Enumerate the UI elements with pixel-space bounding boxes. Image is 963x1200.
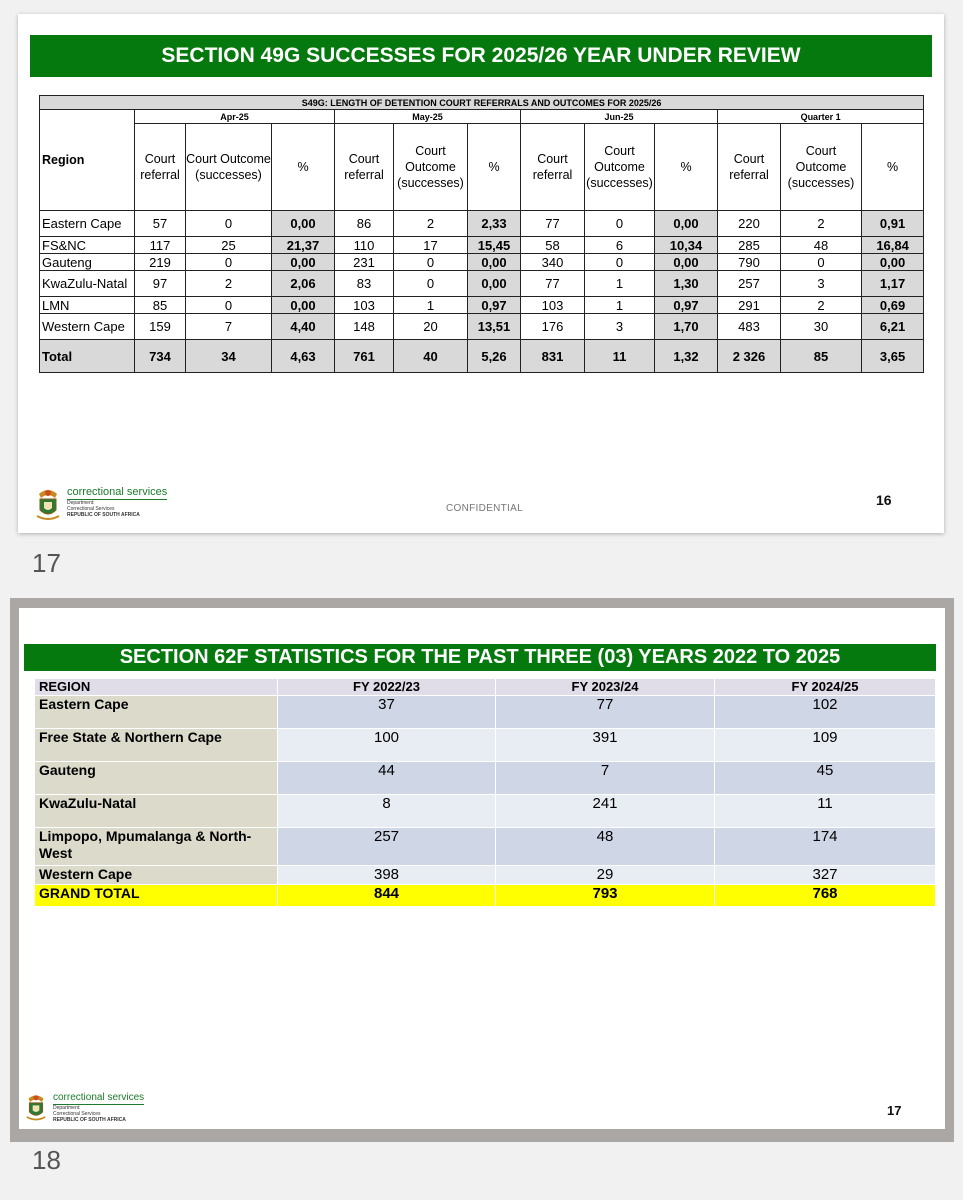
s49g-table <box>39 95 924 373</box>
value-cell: 2 <box>781 297 862 314</box>
value-cell: 48 <box>496 828 715 866</box>
logo-line3: REPUBLIC OF SOUTH AFRICA <box>53 1117 126 1123</box>
value-cell: 37 <box>278 696 496 729</box>
value-cell: 77 <box>521 211 585 237</box>
logo-line1: Department: <box>67 500 95 506</box>
pct-cell: 6,21 <box>862 314 924 340</box>
pct-cell: 0,00 <box>272 254 335 271</box>
table-row <box>35 795 936 828</box>
table-header-row <box>35 679 936 696</box>
header-fy: FY 2024/25 <box>715 679 936 696</box>
total-cell: 3,65 <box>862 340 924 373</box>
value-cell: 44 <box>278 762 496 795</box>
region-cell: Free State & Northern Cape <box>35 729 278 762</box>
table-row <box>35 762 936 795</box>
department-logo <box>35 486 167 522</box>
region-cell: Western Cape <box>40 314 135 340</box>
period-jun: Jun-25 <box>521 110 718 124</box>
pct-cell: 0,00 <box>272 297 335 314</box>
region-cell: Gauteng <box>35 762 278 795</box>
value-cell: 174 <box>715 828 936 866</box>
grand-total-cell: 768 <box>715 885 936 907</box>
region-cell: Eastern Cape <box>40 211 135 237</box>
total-cell: 85 <box>781 340 862 373</box>
pct-cell: 0,00 <box>272 211 335 237</box>
region-cell: KwaZulu-Natal <box>35 795 278 828</box>
table-row <box>35 729 936 762</box>
logo-line1: Department: <box>53 1105 81 1111</box>
region-cell: Western Cape <box>35 866 278 885</box>
value-cell: 291 <box>718 297 781 314</box>
slide-index-number: 18 <box>32 1145 61 1175</box>
value-cell: 391 <box>496 729 715 762</box>
value-cell: 0 <box>186 211 272 237</box>
logo-brand: correctional services <box>53 1092 145 1103</box>
pct-cell: 2,33 <box>468 211 521 237</box>
value-cell: 2 <box>394 211 468 237</box>
value-cell: 219 <box>135 254 186 271</box>
pct-cell: 0,00 <box>468 254 521 271</box>
col-court-outcome: Court Outcome (successes) <box>186 124 272 211</box>
value-cell: 30 <box>781 314 862 340</box>
pct-cell: 0,00 <box>862 254 924 271</box>
pct-cell: 16,84 <box>862 237 924 254</box>
value-cell: 7 <box>496 762 715 795</box>
pct-cell: 4,40 <box>272 314 335 340</box>
value-cell: 0 <box>186 254 272 271</box>
col-pct: % <box>655 124 718 211</box>
total-row <box>40 340 924 373</box>
value-cell: 117 <box>135 237 186 254</box>
value-cell: 257 <box>718 271 781 297</box>
total-cell: 34 <box>186 340 272 373</box>
value-cell: 7 <box>186 314 272 340</box>
value-cell: 109 <box>715 729 936 762</box>
pct-cell: 0,97 <box>468 297 521 314</box>
slide1-page-number: 16 <box>876 492 892 508</box>
value-cell: 11 <box>715 795 936 828</box>
value-cell: 25 <box>186 237 272 254</box>
region-header: Region <box>40 110 135 211</box>
header-fy: FY 2023/24 <box>496 679 715 696</box>
col-court-outcome: Court Outcome (successes) <box>394 124 468 211</box>
value-cell: 58 <box>521 237 585 254</box>
col-pct: % <box>862 124 924 211</box>
col-court-outcome: Court Outcome (successes) <box>781 124 862 211</box>
value-cell: 790 <box>718 254 781 271</box>
col-court-outcome: Court Outcome (successes) <box>585 124 655 211</box>
total-cell: 1,32 <box>655 340 718 373</box>
slide-section-62f <box>19 608 945 1129</box>
period-may: May-25 <box>335 110 521 124</box>
total-label: Total <box>40 340 135 373</box>
header-region: REGION <box>35 679 278 696</box>
value-cell: 327 <box>715 866 936 885</box>
slide-section-62f-frame <box>10 598 954 1142</box>
total-cell: 831 <box>521 340 585 373</box>
pct-cell: 1,70 <box>655 314 718 340</box>
total-cell: 11 <box>585 340 655 373</box>
pct-cell: 1,17 <box>862 271 924 297</box>
region-cell: FS&NC <box>40 237 135 254</box>
logo-brand: correctional services <box>67 486 168 498</box>
period-quarter: Quarter 1 <box>718 110 924 124</box>
value-cell: 148 <box>335 314 394 340</box>
value-cell: 97 <box>135 271 186 297</box>
pct-cell: 0,97 <box>655 297 718 314</box>
value-cell: 0 <box>394 271 468 297</box>
logo-line2: Correctional Services <box>53 1111 101 1117</box>
grand-total-cell: 844 <box>278 885 496 907</box>
pct-cell: 1,30 <box>655 271 718 297</box>
col-court-referral: Court referral <box>521 124 585 211</box>
value-cell: 85 <box>135 297 186 314</box>
col-court-referral: Court referral <box>718 124 781 211</box>
value-cell: 3 <box>585 314 655 340</box>
slide1-banner: SECTION 49G SUCCESSES FOR 2025/26 YEAR UNDER REVIEW <box>30 35 932 77</box>
region-cell: Eastern Cape <box>35 696 278 729</box>
value-cell: 0 <box>394 254 468 271</box>
period-apr: Apr-25 <box>135 110 335 124</box>
table-row <box>35 866 936 885</box>
table-row <box>40 297 924 314</box>
total-cell: 40 <box>394 340 468 373</box>
table-row <box>40 314 924 340</box>
value-cell: 48 <box>781 237 862 254</box>
total-cell: 5,26 <box>468 340 521 373</box>
pct-cell: 0,00 <box>655 254 718 271</box>
total-cell: 761 <box>335 340 394 373</box>
pct-cell: 0,69 <box>862 297 924 314</box>
table-row <box>40 271 924 297</box>
region-cell: Gauteng <box>40 254 135 271</box>
pct-cell: 10,34 <box>655 237 718 254</box>
value-cell: 0 <box>186 297 272 314</box>
col-pct: % <box>272 124 335 211</box>
value-cell: 17 <box>394 237 468 254</box>
value-cell: 2 <box>781 211 862 237</box>
table-row <box>35 828 936 866</box>
table-title: S49G: LENGTH OF DETENTION COURT REFERRALS AND OUTCOMES FOR 2025/26 <box>40 96 924 110</box>
pct-cell: 0,00 <box>468 271 521 297</box>
logo-line3: REPUBLIC OF SOUTH AFRICA <box>67 512 140 518</box>
pct-cell: 0,91 <box>862 211 924 237</box>
value-cell: 0 <box>781 254 862 271</box>
value-cell: 159 <box>135 314 186 340</box>
region-cell: LMN <box>40 297 135 314</box>
table-row <box>35 696 936 729</box>
value-cell: 220 <box>718 211 781 237</box>
col-pct: % <box>468 124 521 211</box>
slide2-page-number: 17 <box>887 1103 902 1118</box>
value-cell: 2 <box>186 271 272 297</box>
value-cell: 8 <box>278 795 496 828</box>
value-cell: 100 <box>278 729 496 762</box>
value-cell: 340 <box>521 254 585 271</box>
value-cell: 231 <box>335 254 394 271</box>
value-cell: 1 <box>394 297 468 314</box>
value-cell: 1 <box>585 271 655 297</box>
pct-cell: 15,45 <box>468 237 521 254</box>
logo-line2: Correctional Services <box>67 506 115 512</box>
table-row <box>40 254 924 271</box>
header-fy: FY 2022/23 <box>278 679 496 696</box>
value-cell: 20 <box>394 314 468 340</box>
slide-section-49g <box>18 14 944 533</box>
slide2-banner: SECTION 62F STATISTICS FOR THE PAST THREE (03) YEARS 2022 TO 2025 <box>24 644 936 671</box>
table-row <box>40 237 924 254</box>
coat-of-arms-icon <box>35 486 61 522</box>
value-cell: 110 <box>335 237 394 254</box>
department-logo <box>25 1092 144 1123</box>
value-cell: 57 <box>135 211 186 237</box>
s62f-table <box>34 678 936 907</box>
col-court-referral: Court referral <box>135 124 186 211</box>
value-cell: 0 <box>585 211 655 237</box>
total-cell: 734 <box>135 340 186 373</box>
col-court-referral: Court referral <box>335 124 394 211</box>
value-cell: 398 <box>278 866 496 885</box>
value-cell: 0 <box>585 254 655 271</box>
grand-total-label: GRAND TOTAL <box>35 885 278 907</box>
pct-cell: 2,06 <box>272 271 335 297</box>
value-cell: 102 <box>715 696 936 729</box>
pct-cell: 13,51 <box>468 314 521 340</box>
value-cell: 103 <box>335 297 394 314</box>
pct-cell: 0,00 <box>655 211 718 237</box>
value-cell: 1 <box>585 297 655 314</box>
value-cell: 45 <box>715 762 936 795</box>
region-cell: Limpopo, Mpumalanga & North-West <box>35 828 278 866</box>
pct-cell: 21,37 <box>272 237 335 254</box>
value-cell: 86 <box>335 211 394 237</box>
value-cell: 3 <box>781 271 862 297</box>
confidential-label: CONFIDENTIAL <box>446 503 523 514</box>
value-cell: 257 <box>278 828 496 866</box>
slide-index-number: 17 <box>32 548 61 578</box>
table-row <box>40 211 924 237</box>
value-cell: 176 <box>521 314 585 340</box>
value-cell: 83 <box>335 271 394 297</box>
value-cell: 6 <box>585 237 655 254</box>
grand-total-cell: 793 <box>496 885 715 907</box>
coat-of-arms-icon <box>25 1092 47 1122</box>
value-cell: 77 <box>521 271 585 297</box>
total-cell: 2 326 <box>718 340 781 373</box>
region-cell: KwaZulu-Natal <box>40 271 135 297</box>
value-cell: 241 <box>496 795 715 828</box>
grand-total-row <box>35 885 936 907</box>
value-cell: 285 <box>718 237 781 254</box>
value-cell: 483 <box>718 314 781 340</box>
value-cell: 77 <box>496 696 715 729</box>
value-cell: 29 <box>496 866 715 885</box>
value-cell: 103 <box>521 297 585 314</box>
total-cell: 4,63 <box>272 340 335 373</box>
